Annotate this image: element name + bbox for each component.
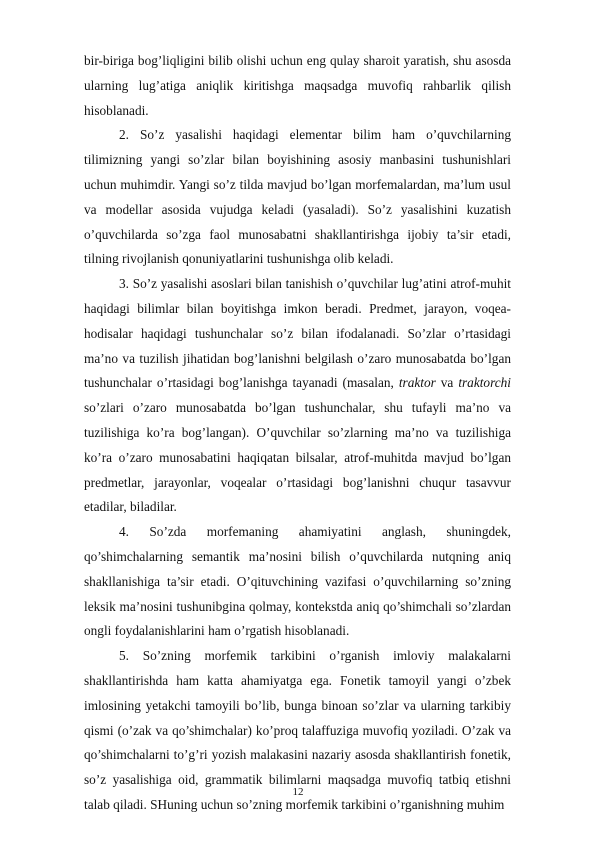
term-traktorchi: traktorchi	[458, 375, 511, 391]
paragraph-continuation: bir-biriga bog’liqligini bilib olishi uchun eng qulay sharoit yaratish, shu asosda ularning lug’atiga aniqlik kiritishga maqsadga muvofiq rahbarlik qilish hisoblanadi.	[84, 53, 511, 118]
paragraph-5: 5. So’zning morfemik tarkibini o’rganish imloviy malakalarni shakllantirishda ham katta ahamiyatga ega. Fonetik tamoyil yangi o’zbek imlosining yetakchi tamoyili bo’lib, bunga binoan so’zlar va ularning tarkibiy qismi (o’zak va qo’shimchalar) ko’proq talaffuziga muvofiq yoziladi. O’zak va qo’shimchalarni to’g’ri yozish malakasini nazariy asosda shakllantirish fonetik, so’z yasalishiga oid, grammatik bilimlarni maqsadga muvofiq tatbiq etishni talab qiladi. SHuning uchun so’zning morfemik tarkibini o’rganishning muhim	[84, 648, 511, 812]
paragraph-3-text-a: 3. So’z yasalishi asoslari bilan tanishish o’quvchilar lug’atini atrof-muhit haqidagi bilimlar bilan boyitishga imkon beradi. Predmet, jarayon, voqea-hodisalar haqidagi tushunchalar so’z bilan ifodalanadi. So’zlar o’rtasidagi ma’no va tuzilish jihatidan bog’lanishni belgilash o’zaro munosabatda bo’lgan tushunchalar o’rtasidagi bog’lanishga tayanadi (masalan,	[84, 276, 511, 391]
paragraph-3-text-c: so’zlari o’zaro munosabatda bo’lgan tushunchalar, shu tufayli ma’no va tuzilishiga ko’ra bog’langan). O’quvchilar so’zlarning ma’no va tuzilishiga ko’ra o’zaro munosabatini haqiqatan bilsalar, atrof-muhitda mavjud bo’lgan predmetlar, jarayonlar, voqealar o’rtasidagi bog’lanishni chuqur tasavvur etadilar, biladilar.	[84, 400, 511, 515]
paragraph-4: 4. So’zda morfemaning ahamiyatini anglash, shuningdek, qo’shimchalarning semantik ma’nosini bilish o’quvchilarda nutqning aniq shakllanishiga ta’sir etadi. O’qituvchining vazifasi o’quvchilarning so’zning leksik ma’nosini tushunibgina qolmay, kontekstda aniq qo’shimchali so’zlardan ongli foydalanishlarini ham o’rgatish hisoblanadi.	[84, 524, 511, 639]
body-text	[84, 49, 511, 818]
term-traktor: traktor	[398, 375, 436, 391]
paragraph-3-text-b: va	[435, 375, 459, 391]
page-number: 12	[292, 786, 304, 798]
paragraph-2: 2. So’z yasalishi haqidagi elementar bilim ham o’quvchilarning tilimizning yangi so’zlar bilan boyishining asosiy manbasini tushunishlari uchun muhimdir. Yangi so’z tilda mavjud bo’lgan morfemalardan, ma’lum usul va modellar asosida vujudga keladi (yasaladi). So’z yasalishini kuzatish o’quvchilarda so’zga faol munosabatni shakllantirishga ijobiy ta’sir etadi, tilning rivojlanish qonuniyatlarini tushunishga olib keladi.	[84, 127, 511, 267]
paragraph-3	[84, 272, 511, 520]
